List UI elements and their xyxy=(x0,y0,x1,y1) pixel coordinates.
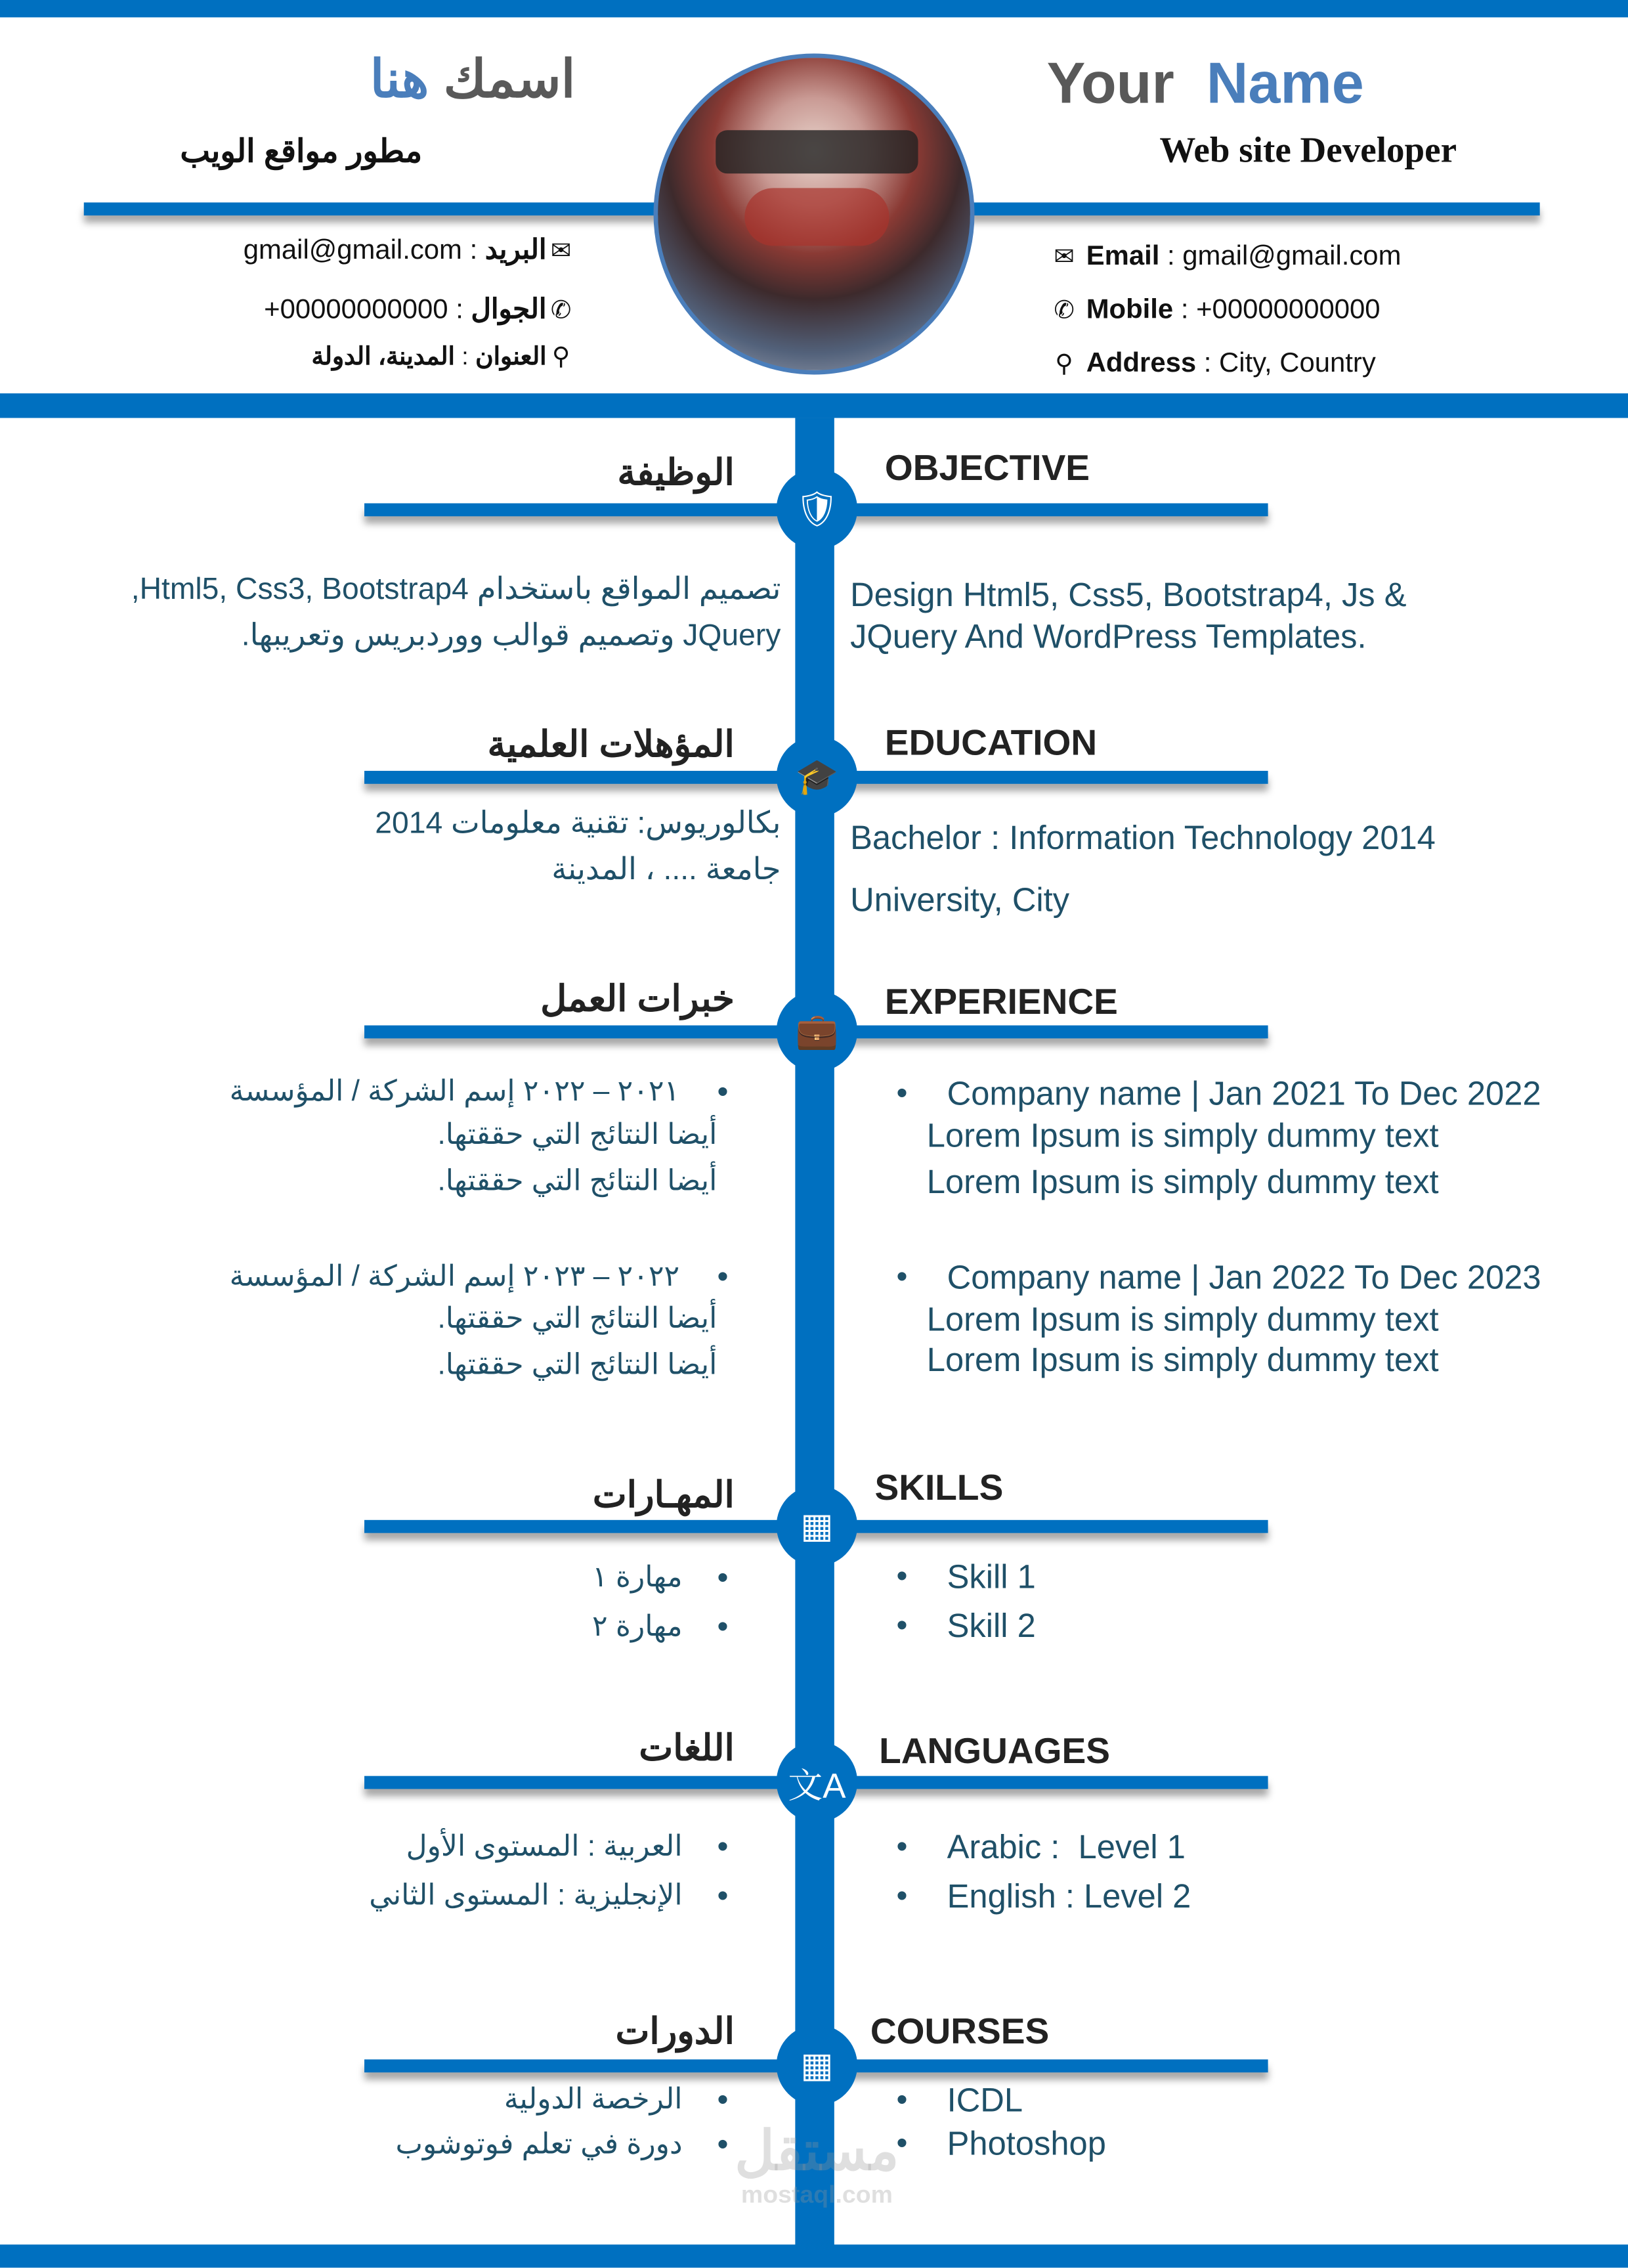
course-en: ICDL xyxy=(947,2081,1023,2119)
envelope-icon: ✉ xyxy=(550,237,572,265)
experience-ar-head: ٢٠٢١ – ٢٠٢٢ إسم الشركة / المؤسسة xyxy=(229,1076,680,1108)
experience-ar-line: أيضا النتائج التي حققتها. xyxy=(437,1349,718,1382)
bullet: • xyxy=(896,2124,908,2161)
ar-name-first: اسمك xyxy=(443,49,576,109)
experience-ar-line: أيضا النتائج التي حققتها. xyxy=(437,1119,718,1152)
bullet: • xyxy=(896,1258,908,1295)
ar-contact-email: ✉البريد : gmail@gmail.com xyxy=(244,234,576,268)
course-en: Photoshop xyxy=(947,2124,1106,2162)
language-en: Arabic : Level 1 xyxy=(947,1827,1186,1866)
experience-ar-line: أيضا النتائج التي حققتها. xyxy=(437,1303,718,1335)
experience-en-line: Lorem Ipsum is simply dummy text xyxy=(926,1340,1439,1378)
briefcase-icon: 💼 xyxy=(777,991,857,1072)
experience-en-line: Lorem Ipsum is simply dummy text xyxy=(926,1116,1439,1154)
header-bottom-bar xyxy=(0,393,1628,418)
course-ar: الرخصة الدولية xyxy=(503,2083,683,2116)
bullet: • xyxy=(717,2126,729,2162)
experience-en-line: Lorem Ipsum is simply dummy text xyxy=(926,1162,1439,1201)
language-en: English : Level 2 xyxy=(947,1877,1191,1915)
resume-badge-icon: 🛡 xyxy=(777,469,857,550)
en-contact-mobile: ✆ Mobile : +00000000000 xyxy=(1050,295,1381,326)
education-title-ar: المؤهلات العلمية xyxy=(487,724,735,766)
language-ar: العربية : المستوى الأول xyxy=(406,1831,683,1863)
education-ar-line: بكالوريوس: تقنية معلومات 2014 xyxy=(375,806,781,840)
header-divider-right xyxy=(969,202,1540,215)
objective-title-en: OBJECTIVE xyxy=(884,448,1090,489)
experience-title-en: EXPERIENCE xyxy=(884,982,1118,1023)
map-pin-icon: ⚲ xyxy=(1055,350,1073,378)
education-ar-line: جامعة .... ، المدينة xyxy=(551,853,781,887)
experience-title-ar: خبرات العمل xyxy=(540,979,735,1020)
education-en-line: University, City xyxy=(850,881,1070,919)
contact-label: العنوان xyxy=(475,342,547,370)
experience-en-line: Lorem Ipsum is simply dummy text xyxy=(926,1300,1439,1338)
ar-contact-mobile: ✆الجوال : +00000000000 xyxy=(264,294,575,327)
en-contact-address: ⚲ Address : City, Country xyxy=(1050,349,1376,380)
experience-ar-line: أيضا النتائج التي حققتها. xyxy=(437,1166,718,1198)
map-pin-icon: ⚲ xyxy=(551,342,570,370)
bullet: • xyxy=(896,2081,908,2118)
bottom-bar xyxy=(0,2244,1628,2267)
watermark-en: mostaql.com xyxy=(740,2181,893,2209)
en-job-title: Web site Developer xyxy=(1159,131,1457,171)
objective-ar-line: JQuery وتصميم قوالب ووردبريس وتعريبها. xyxy=(241,619,781,653)
contact-value: gmail@gmail.com xyxy=(243,236,462,267)
profile-photo xyxy=(654,53,975,374)
skills-title-en: SKILLS xyxy=(874,1468,1004,1509)
languages-title-en: LANGUAGES xyxy=(879,1731,1110,1772)
contact-label: البريد xyxy=(484,236,547,267)
ar-job-title: مطور مواقع الويب xyxy=(180,133,423,169)
courses-title-en: COURSES xyxy=(870,2011,1050,2053)
bullet: • xyxy=(896,1877,908,1913)
photo-glasses xyxy=(744,188,889,246)
skill-ar: مهارة ٢ xyxy=(591,1611,683,1644)
en-contact-email: ✉ Email : gmail@gmail.com xyxy=(1050,242,1401,273)
graduation-cap-icon: 🎓 xyxy=(777,736,857,817)
skill-ar: مهارة ١ xyxy=(591,1561,683,1594)
language-ar: الإنجليزية : المستوى الثاني xyxy=(369,1880,683,1912)
education-title-en: EDUCATION xyxy=(884,723,1098,764)
watermark xyxy=(716,2123,918,2210)
en-name-first: Your xyxy=(1046,52,1174,116)
objective-title-ar: الوظيفة xyxy=(617,452,735,494)
experience-en-head: Company name | Jan 2022 To Dec 2023 xyxy=(947,1258,1541,1296)
objective-en-line: Design Html5, Css5, Bootstrap4, Js & xyxy=(850,575,1407,613)
skills-title-ar: المهـارات xyxy=(592,1475,735,1516)
contact-label: الجوال xyxy=(471,295,547,326)
contact-value: +00000000000 xyxy=(1196,295,1381,326)
contact-label: Mobile xyxy=(1086,295,1174,326)
calendar-icon: ▦ xyxy=(777,2025,857,2106)
contact-value: المدينة، الدولة xyxy=(311,342,455,370)
contact-label: Address xyxy=(1086,348,1197,380)
en-name-second: Name xyxy=(1206,52,1364,116)
bullet: • xyxy=(896,1827,908,1865)
bullet: • xyxy=(717,1877,729,1913)
ar-contact-address: ⚲العنوان : المدينة، الدولة xyxy=(311,343,575,372)
contact-value: gmail@gmail.com xyxy=(1182,241,1402,273)
experience-en-head: Company name | Jan 2021 To Dec 2022 xyxy=(947,1074,1541,1112)
education-en-line: Bachelor : Information Technology 2014 xyxy=(850,818,1436,856)
skill-en: Skill 2 xyxy=(947,1606,1036,1645)
ar-name xyxy=(370,49,575,110)
watermark-ar: مستقل xyxy=(735,2122,899,2183)
languages-title-ar: اللغات xyxy=(639,1728,735,1769)
contact-value: +00000000000 xyxy=(264,295,448,326)
timeline-line xyxy=(795,418,834,2255)
bullet: • xyxy=(896,1074,908,1111)
bullet: • xyxy=(896,1558,908,1594)
bullet: • xyxy=(717,1608,729,1645)
top-bar xyxy=(0,0,1628,17)
bullet: • xyxy=(717,2081,729,2118)
objective-en-line: JQuery And WordPress Templates. xyxy=(850,617,1367,655)
translate-icon: 文A xyxy=(777,1741,857,1822)
objective-ar-line: تصميم المواقع باستخدام Html5, Css3, Bootstrap4, xyxy=(131,573,781,606)
ar-name-second: هنا xyxy=(370,49,429,109)
header-divider-left xyxy=(84,202,662,215)
courses-title-ar: الدورات xyxy=(615,2011,735,2053)
grid-icon: ▦ xyxy=(777,1485,857,1566)
contact-label: Email xyxy=(1086,241,1160,273)
bullet: • xyxy=(717,1559,729,1596)
photo-headband xyxy=(716,130,918,173)
bullet: • xyxy=(717,1258,729,1295)
skill-en: Skill 1 xyxy=(947,1558,1036,1596)
whatsapp-icon: ✆ xyxy=(550,296,572,324)
course-ar: دورة في تعلم فوتوشوب xyxy=(395,2129,683,2161)
bullet: • xyxy=(717,1827,729,1865)
whatsapp-icon: ✆ xyxy=(1054,296,1075,324)
bullet: • xyxy=(896,1606,908,1644)
en-name xyxy=(1047,52,1364,117)
experience-ar-head: ٢٠٢٢ – ٢٠٢٣ إسم الشركة / المؤسسة xyxy=(229,1261,680,1294)
envelope-icon: ✉ xyxy=(1054,243,1075,271)
contact-value: City, Country xyxy=(1219,348,1376,380)
bullet: • xyxy=(717,1073,729,1110)
